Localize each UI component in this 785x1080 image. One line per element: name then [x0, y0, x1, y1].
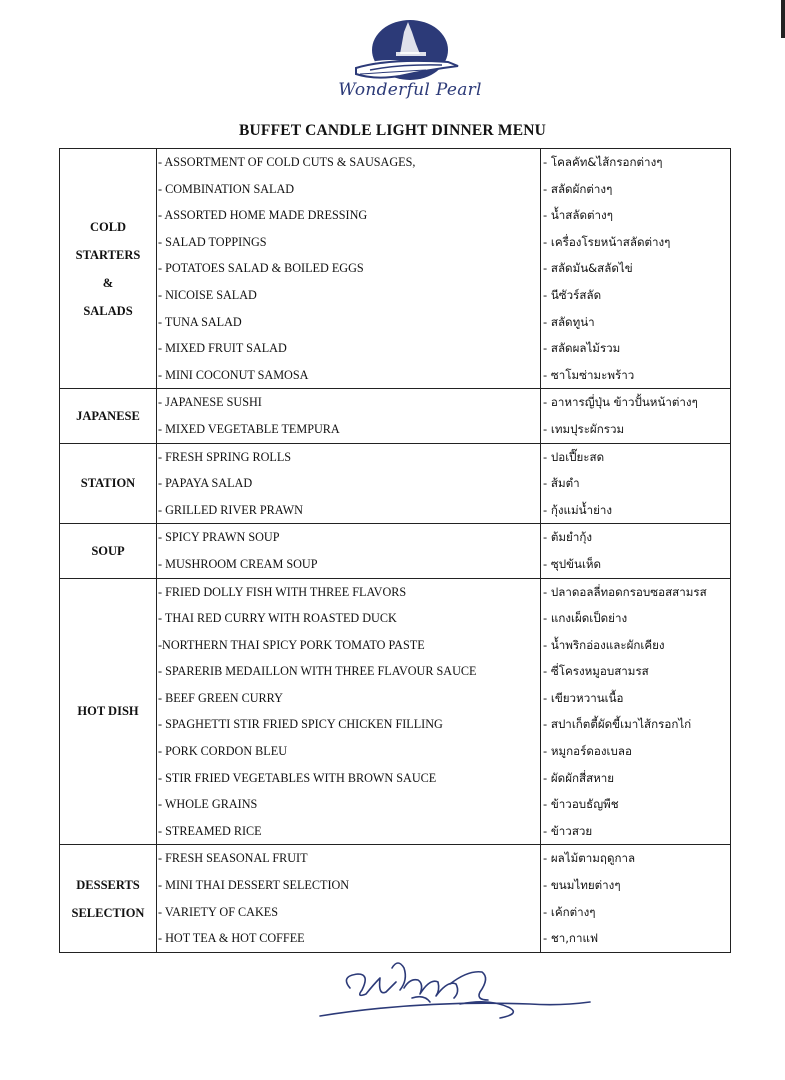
- menu-item-english: -NORTHERN THAI SPICY PORK TOMATO PASTE: [158, 637, 425, 652]
- category-label-line: SELECTION: [71, 905, 145, 920]
- menu-item-english: - WHOLE GRAINS: [158, 797, 258, 812]
- menu-item-thai: - อาหารญี่ปุ่น ข้าวปั้นหน้าต่างๆ: [543, 395, 698, 410]
- section-items-english: [157, 149, 541, 389]
- menu-section-row: [60, 578, 731, 845]
- menu-item-thai: - แกงเผ็ดเป็ดย่าง: [543, 611, 628, 626]
- menu-item-english: - THAI RED CURRY WITH ROASTED DUCK: [158, 611, 397, 626]
- menu-item-thai: - เขียวหวานเนื้อ: [543, 690, 624, 705]
- menu-item-english: - STREAMED RICE: [158, 823, 262, 838]
- scan-edge-mark: [781, 0, 785, 38]
- menu-item-english: - FRESH SPRING ROLLS: [158, 449, 292, 464]
- menu-item-english: - SALAD TOPPINGS: [158, 234, 267, 249]
- section-items-thai: [541, 845, 731, 952]
- section-category: [60, 443, 157, 524]
- category-label-line: STARTERS: [75, 247, 141, 262]
- menu-item-thai: - ซาโมซ่ามะพร้าว: [543, 367, 635, 382]
- menu-item-thai: - สลัดผลไม้รวม: [543, 341, 621, 356]
- menu-item-english: - ASSORTED HOME MADE DRESSING: [158, 208, 368, 223]
- menu-section-row: [60, 389, 731, 443]
- menu-title: BUFFET CANDLE LIGHT DINNER MENU: [238, 122, 547, 139]
- menu-item-english: - STIR FRIED VEGETABLES WITH BROWN SAUCE: [158, 770, 437, 785]
- category-label-line: COLD: [89, 219, 127, 234]
- category-label-line: SALADS: [83, 303, 133, 318]
- menu-item-english: - SPARERIB MEDAILLON WITH THREE FLAVOUR SAUCE: [158, 664, 477, 679]
- menu-item-english: - TUNA SALAD: [158, 314, 242, 329]
- menu-item-thai: - ปอเปี๊ยะสด: [543, 449, 605, 464]
- menu-item-thai: - ต้มยำกุ้ง: [543, 530, 593, 545]
- menu-item-thai: - เครื่องโรยหน้าสลัดต่างๆ: [543, 234, 671, 249]
- menu-item-english: - FRIED DOLLY FISH WITH THREE FLAVORS: [158, 584, 407, 599]
- section-category: [60, 149, 157, 389]
- menu-item-english: - MINI THAI DESSERT SELECTION: [158, 878, 350, 893]
- menu-item-thai: - โคลคัท&ไส้กรอกต่างๆ: [543, 155, 663, 169]
- menu-section-row: [60, 149, 731, 389]
- menu-item-thai: - สลัดมัน&สลัดไข่: [543, 261, 633, 276]
- menu-item-english: - MINI COCONUT SAMOSA: [158, 367, 309, 382]
- section-items-english: [157, 524, 541, 578]
- section-items-english: [157, 389, 541, 443]
- category-label-line: &: [102, 275, 114, 290]
- menu-item-english: - BEEF GREEN CURRY: [158, 690, 283, 705]
- menu-item-thai: - เค้กต่างๆ: [543, 904, 596, 919]
- menu-item-thai: - สลัดทูน่า: [543, 314, 595, 329]
- category-label-line: HOT DISH: [77, 704, 139, 719]
- section-items-english: [157, 845, 541, 952]
- menu-item-english: - SPICY PRAWN SOUP: [158, 530, 280, 545]
- section-items-thai: [541, 578, 731, 845]
- signature-icon: [300, 938, 600, 1038]
- section-items-english: [157, 443, 541, 524]
- section-items-thai: [541, 149, 731, 389]
- menu-item-thai: - ซี่โครงหมูอบสามรส: [543, 664, 649, 679]
- menu-item-thai: - ซุปข้นเห็ด: [543, 556, 602, 571]
- menu-item-thai: - ส้มตำ: [543, 476, 580, 491]
- section-category: [60, 524, 157, 578]
- menu-item-english: - GRILLED RIVER PRAWN: [158, 502, 303, 517]
- menu-item-thai: - น้ำสลัดต่างๆ: [543, 208, 613, 223]
- menu-item-english: - HOT TEA & HOT COFFEE: [158, 931, 305, 946]
- menu-item-thai: - ชา,กาแฟ: [543, 931, 599, 946]
- menu-item-english: - ASSORTMENT OF COLD CUTS & SAUSAGES,: [158, 155, 416, 169]
- menu-item-thai: - กุ้งแม่น้ำย่าง: [543, 502, 613, 517]
- menu-item-english: - JAPANESE SUSHI: [158, 395, 262, 410]
- menu-item-english: - POTATOES SALAD & BOILED EGGS: [158, 261, 364, 276]
- section-items-thai: [541, 443, 731, 524]
- category-label-line: SOUP: [91, 543, 125, 558]
- menu-item-thai: - ผัดผักสี่สหาย: [543, 770, 615, 785]
- menu-item-english: - MIXED VEGETABLE TEMPURA: [158, 421, 340, 436]
- category-label-line: STATION: [80, 476, 136, 491]
- category-label-line: DESSERTS: [76, 877, 140, 892]
- menu-item-thai: - ปลาดอลลี่ทอดกรอบซอสสามรส: [543, 584, 707, 599]
- menu-item-thai: - เทมปุระผักรวม: [543, 421, 625, 436]
- logo-brand-name: Wonderful Pearl: [338, 80, 482, 100]
- menu-table: [59, 148, 731, 953]
- menu-item-thai: - ผลไม้ตามฤดูกาล: [543, 851, 636, 866]
- section-items-thai: [541, 389, 731, 443]
- menu-section-row: [60, 845, 731, 952]
- menu-item-english: - NICOISE SALAD: [158, 287, 257, 302]
- menu-item-thai: - นีซัวร์สลัด: [543, 287, 602, 302]
- handwritten-signature: [300, 938, 600, 1038]
- menu-section-row: [60, 443, 731, 524]
- menu-item-thai: - หมูกอร์ดองเบลอ: [543, 744, 632, 759]
- category-label-line: JAPANESE: [76, 408, 140, 423]
- wonderful-pearl-logo: [330, 14, 490, 114]
- section-items-english: [157, 578, 541, 845]
- menu-item-english: - MIXED FRUIT SALAD: [158, 341, 287, 356]
- menu-item-thai: - สลัดผักต่างๆ: [543, 181, 613, 196]
- menu-item-thai: - ขนมไทยต่างๆ: [543, 878, 621, 893]
- section-category: [60, 578, 157, 845]
- menu-item-english: - PORK CORDON BLEU: [158, 744, 287, 759]
- menu-item-english: - COMBINATION SALAD: [158, 181, 295, 196]
- menu-section-row: [60, 524, 731, 578]
- section-items-thai: [541, 524, 731, 578]
- menu-item-english: - VARIETY OF CAKES: [158, 904, 278, 919]
- menu-item-english: - MUSHROOM CREAM SOUP: [158, 556, 318, 571]
- menu-item-thai: - น้ำพริกอ่องและผักเคียง: [543, 637, 665, 652]
- menu-item-thai: - ข้าวอบธัญพืช: [543, 797, 619, 812]
- menu-item-english: - FRESH SEASONAL FRUIT: [158, 851, 308, 866]
- menu-item-thai: - ข้าวสวย: [543, 823, 593, 838]
- menu-item-english: - PAPAYA SALAD: [158, 476, 253, 491]
- section-category: [60, 845, 157, 952]
- section-category: [60, 389, 157, 443]
- menu-item-thai: - สปาเก็ตตี้ผัดขี้เมาไส้กรอกไก่: [543, 717, 692, 732]
- menu-item-english: - SPAGHETTI STIR FRIED SPICY CHICKEN FILLING: [158, 717, 443, 732]
